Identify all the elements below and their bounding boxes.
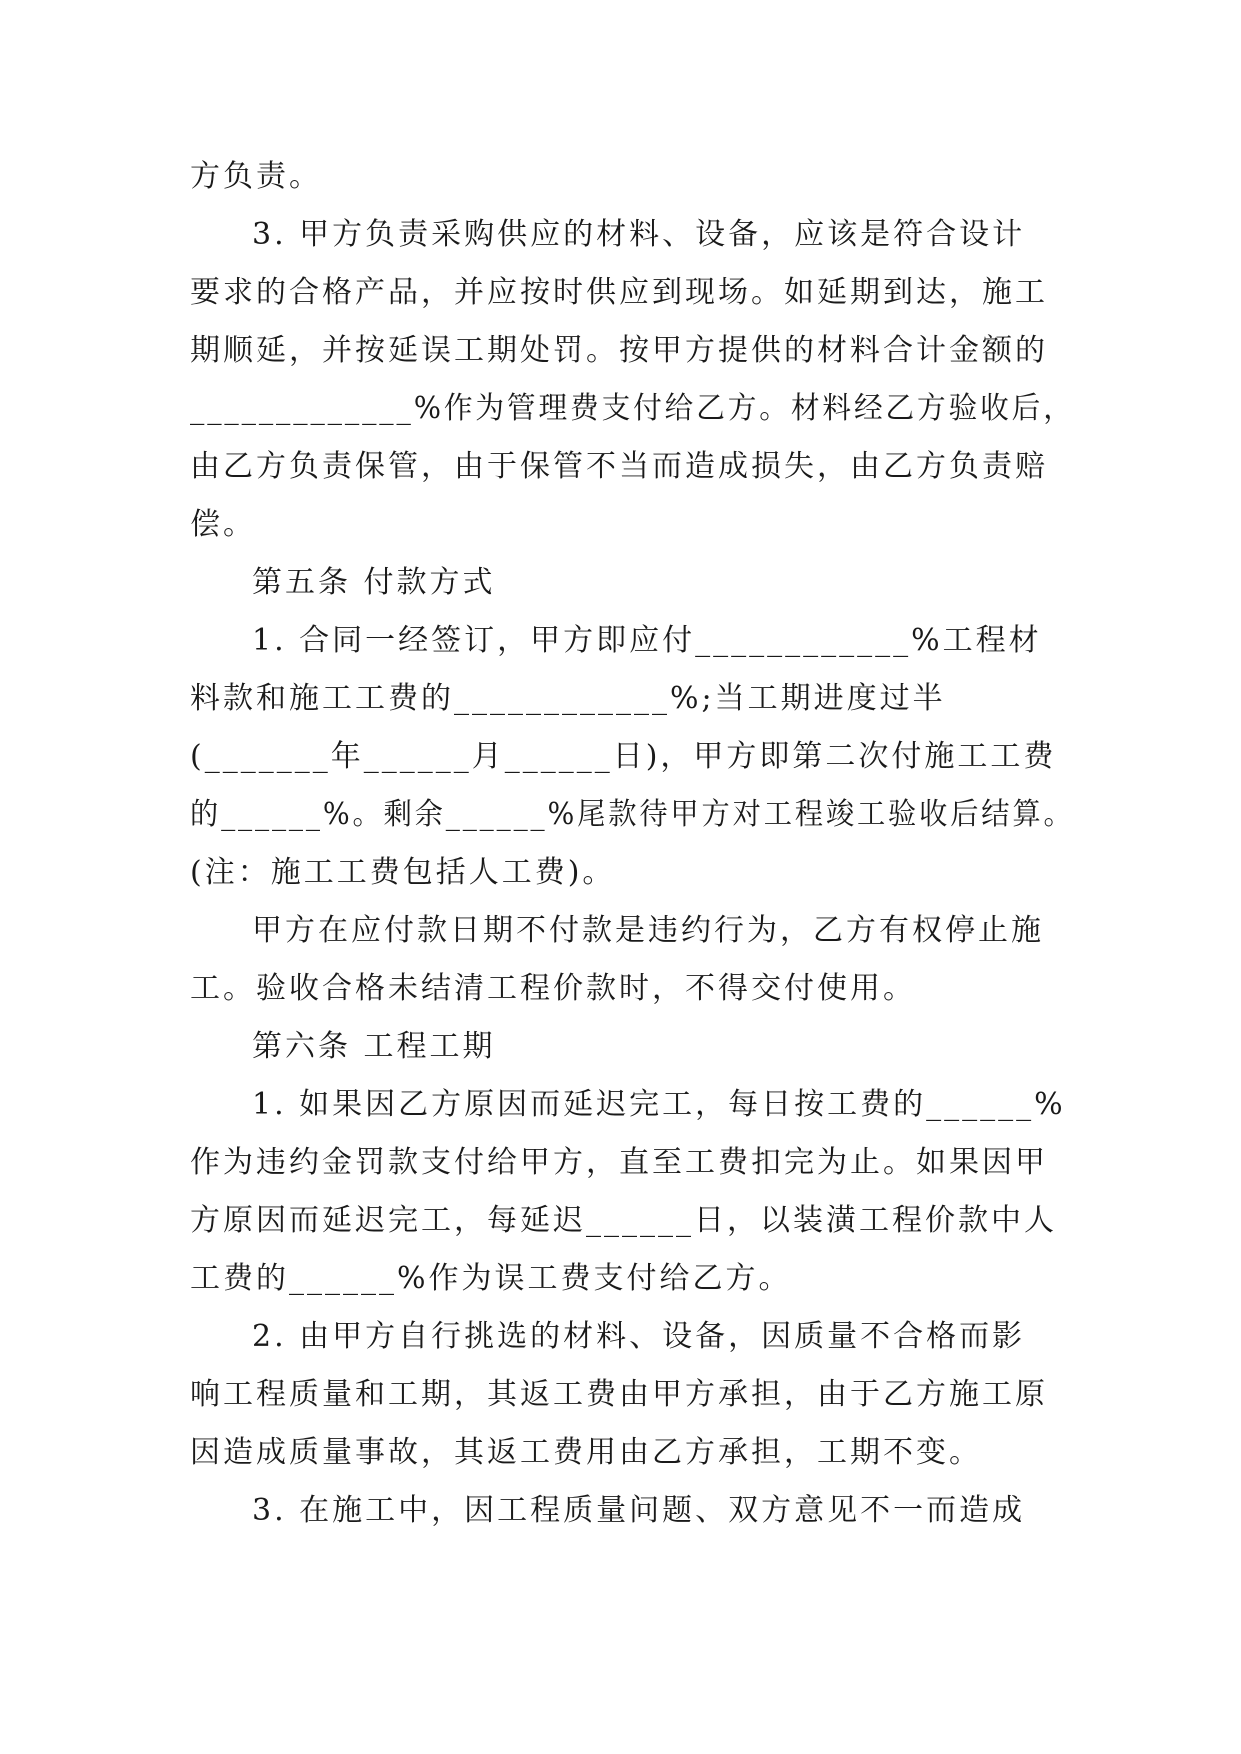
article-heading: 第五条 付款方式 — [252, 565, 496, 600]
text-line: (注：施工工费包括人工费)。 — [190, 855, 616, 890]
text-line: 响工程质量和工期，其返工费由甲方承担，由于乙方施工原 — [190, 1377, 1048, 1412]
text-line: (_______年______月______日)，甲方即第二次付施工工费 — [190, 739, 1057, 774]
text-line: 3. 在施工中，因工程质量问题、双方意见不一而造成 — [252, 1493, 1026, 1528]
text-line: 要求的合格产品，并应按时供应到现场。如延期到达，施工 — [190, 275, 1048, 310]
article-heading: 第六条 工程工期 — [252, 1029, 496, 1064]
text-line: 方负责。 — [190, 159, 322, 194]
text-line: 由乙方负责保管，由于保管不当而造成损失，由乙方负责赔 — [190, 449, 1048, 484]
text-line: 工。验收合格未结清工程价款时，不得交付使用。 — [190, 971, 916, 1006]
text-line: 工费的______%作为误工费支付给乙方。 — [190, 1261, 792, 1296]
text-line: 甲方在应付款日期不付款是违约行为，乙方有权停止施 — [252, 913, 1044, 948]
text-line: 偿。 — [190, 507, 256, 542]
text-line: _____________%作为管理费支付给乙方。材料经乙方验收后， — [190, 391, 1075, 426]
text-line: 1. 如果因乙方原因而延迟完工，每日按工费的______% — [252, 1087, 1066, 1122]
text-line: 方原因而延迟完工，每延迟______日，以装潢工程价款中人 — [190, 1203, 1057, 1238]
text-line: 2. 由甲方自行挑选的材料、设备，因质量不合格而影 — [252, 1319, 1026, 1354]
text-line: 期顺延，并按延误工期处罚。按甲方提供的材料合计金额的 — [190, 333, 1048, 368]
text-line: 因造成质量事故，其返工费用由乙方承担，工期不变。 — [190, 1435, 982, 1470]
text-line: 料款和施工工费的____________%;当工期进度过半 — [190, 681, 946, 716]
text-line: 1. 合同一经签订，甲方即应付____________%工程材 — [252, 623, 1042, 658]
text-line: 的______%。剩余______%尾款待甲方对工程竣工验收后结算。 — [190, 797, 1075, 832]
text-line: 作为违约金罚款支付给甲方，直至工费扣完为止。如果因甲 — [190, 1145, 1048, 1180]
text-line: 3. 甲方负责采购供应的材料、设备，应该是符合设计 — [252, 217, 1026, 252]
